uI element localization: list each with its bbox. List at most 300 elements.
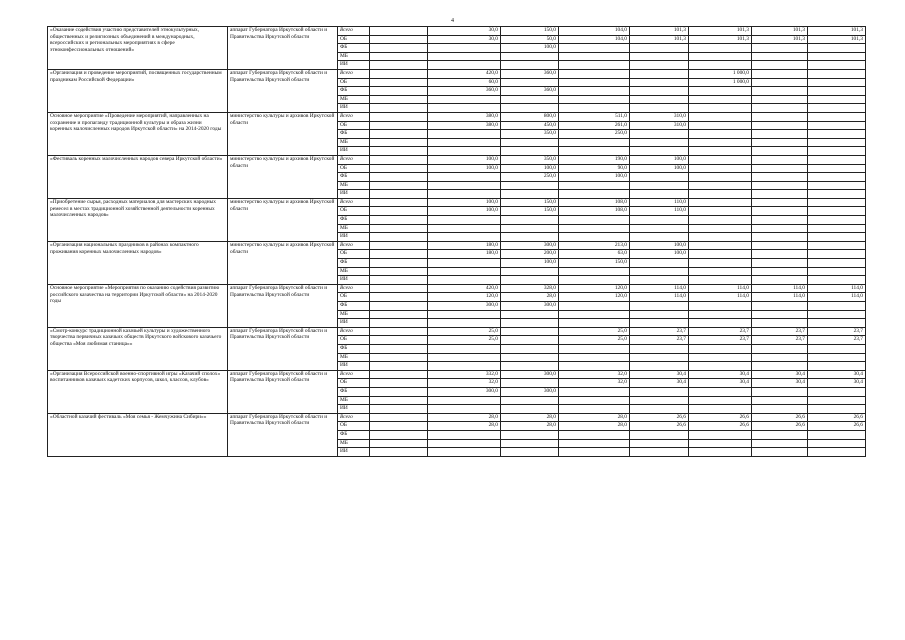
amount-cell — [370, 52, 428, 61]
funding-source: ИИ — [338, 319, 370, 328]
amount-cell — [370, 216, 428, 225]
funding-source: ФБ — [338, 344, 370, 353]
amount-cell: 25,0 — [559, 336, 630, 345]
amount-cell — [808, 104, 866, 113]
executor: министерство культуры и архивов Иркутской области — [228, 198, 338, 241]
amount-cell: 26,6 — [630, 413, 689, 422]
amount-cell: 360,0 — [428, 87, 501, 96]
amount-cell: 150,0 — [559, 259, 630, 268]
amount-cell: 511,0 — [559, 112, 630, 121]
amount-cell — [370, 362, 428, 371]
funding-source: ИИ — [338, 405, 370, 414]
funding-source: ИИ — [338, 104, 370, 113]
amount-cell — [370, 448, 428, 457]
amount-cell — [501, 319, 559, 328]
table-row — [48, 69, 866, 78]
amount-cell — [370, 78, 428, 87]
amount-cell: 50,0 — [501, 35, 559, 44]
amount-cell: 30,4 — [689, 379, 752, 388]
amount-cell — [501, 190, 559, 199]
amount-cell: 114,0 — [689, 293, 752, 302]
amount-cell — [559, 310, 630, 319]
amount-cell — [370, 396, 428, 405]
amount-cell — [501, 310, 559, 319]
funding-source: ФБ — [338, 173, 370, 182]
amount-cell — [752, 207, 808, 216]
amount-cell — [689, 396, 752, 405]
amount-cell — [630, 319, 689, 328]
amount-cell — [808, 430, 866, 439]
amount-cell: 150,0 — [501, 198, 559, 207]
amount-cell — [370, 276, 428, 285]
amount-cell — [752, 259, 808, 268]
amount-cell — [559, 44, 630, 53]
funding-source: ФБ — [338, 259, 370, 268]
amount-cell — [808, 112, 866, 121]
amount-cell — [370, 224, 428, 233]
amount-cell — [808, 181, 866, 190]
amount-cell — [752, 138, 808, 147]
amount-cell: 180,0 — [428, 241, 501, 250]
amount-cell — [752, 362, 808, 371]
amount-cell — [689, 362, 752, 371]
amount-cell: 30,4 — [689, 370, 752, 379]
amount-cell: 100,0 — [428, 164, 501, 173]
amount-cell — [630, 190, 689, 199]
amount-cell — [752, 164, 808, 173]
funding-source: МБ — [338, 396, 370, 405]
amount-cell: 30,0 — [428, 27, 501, 36]
amount-cell — [630, 387, 689, 396]
amount-cell — [630, 310, 689, 319]
amount-cell: 300,0 — [428, 302, 501, 311]
amount-cell — [370, 44, 428, 53]
amount-cell: 30,4 — [630, 370, 689, 379]
amount-cell — [428, 448, 501, 457]
amount-cell — [370, 327, 428, 336]
funding-source: Всего — [338, 69, 370, 78]
amount-cell — [752, 302, 808, 311]
amount-cell — [559, 276, 630, 285]
amount-cell: 114,0 — [689, 284, 752, 293]
amount-cell — [559, 95, 630, 104]
amount-cell — [630, 405, 689, 414]
amount-cell — [630, 173, 689, 182]
amount-cell — [370, 190, 428, 199]
funding-source: МБ — [338, 353, 370, 362]
funding-source: ФБ — [338, 216, 370, 225]
amount-cell — [428, 61, 501, 70]
amount-cell: 28,0 — [501, 413, 559, 422]
amount-cell: 350,0 — [501, 155, 559, 164]
amount-cell — [428, 190, 501, 199]
amount-cell — [428, 44, 501, 53]
amount-cell — [752, 216, 808, 225]
executor: аппарат Губернатора Иркутской области и Правительства Иркутской области — [228, 370, 338, 413]
amount-cell — [428, 310, 501, 319]
amount-cell — [370, 422, 428, 431]
amount-cell: 26,6 — [752, 413, 808, 422]
amount-cell: 32,0 — [559, 370, 630, 379]
amount-cell — [428, 319, 501, 328]
amount-cell: 101,3 — [689, 35, 752, 44]
amount-cell — [808, 250, 866, 259]
amount-cell — [808, 448, 866, 457]
amount-cell — [630, 439, 689, 448]
amount-cell: 26,6 — [808, 422, 866, 431]
amount-cell: 310,0 — [630, 112, 689, 121]
amount-cell: 100,0 — [559, 173, 630, 182]
amount-cell: 104,0 — [559, 35, 630, 44]
table-row — [48, 413, 866, 422]
amount-cell — [630, 95, 689, 104]
amount-cell: 150,0 — [501, 27, 559, 36]
amount-cell — [752, 319, 808, 328]
amount-cell — [808, 259, 866, 268]
amount-cell — [559, 61, 630, 70]
amount-cell — [808, 310, 866, 319]
activity-name: «Приобретение сырья, расходных материалов для мастерских народных ремесел в местах традиционной хозяйственной деятельности коренных малочисленных народов» — [48, 198, 228, 241]
amount-cell — [689, 241, 752, 250]
amount-cell — [559, 181, 630, 190]
funding-source: ИИ — [338, 276, 370, 285]
amount-cell: 114,0 — [630, 284, 689, 293]
amount-cell — [808, 87, 866, 96]
funding-source: МБ — [338, 310, 370, 319]
amount-cell — [501, 267, 559, 276]
funding-source: ИИ — [338, 362, 370, 371]
amount-cell — [501, 379, 559, 388]
table-row — [48, 370, 866, 379]
amount-cell — [370, 207, 428, 216]
amount-cell — [689, 112, 752, 121]
amount-cell: 23,7 — [752, 336, 808, 345]
funding-source: ОБ — [338, 35, 370, 44]
amount-cell — [370, 138, 428, 147]
amount-cell: 30,4 — [808, 370, 866, 379]
amount-cell — [501, 52, 559, 61]
amount-cell: 26,6 — [808, 413, 866, 422]
table-row — [48, 155, 866, 164]
amount-cell — [808, 69, 866, 78]
amount-cell — [630, 396, 689, 405]
amount-cell: 101,3 — [689, 27, 752, 36]
amount-cell — [559, 216, 630, 225]
amount-cell — [370, 61, 428, 70]
amount-cell: 1 000,0 — [689, 69, 752, 78]
amount-cell — [370, 95, 428, 104]
amount-cell — [559, 267, 630, 276]
amount-cell: 110,0 — [630, 198, 689, 207]
amount-cell: 328,0 — [501, 284, 559, 293]
amount-cell — [501, 95, 559, 104]
amount-cell: 60,0 — [428, 78, 501, 87]
amount-cell: 300,0 — [501, 387, 559, 396]
activity-name: «Организация национальных праздников в районах компактного проживания коренных малочисленных народов» — [48, 241, 228, 284]
funding-source: Всего — [338, 27, 370, 36]
amount-cell — [752, 95, 808, 104]
amount-cell — [752, 112, 808, 121]
amount-cell: 100,0 — [630, 250, 689, 259]
amount-cell — [370, 69, 428, 78]
amount-cell: 450,0 — [501, 121, 559, 130]
amount-cell — [689, 87, 752, 96]
amount-cell — [370, 353, 428, 362]
amount-cell — [501, 216, 559, 225]
amount-cell — [808, 138, 866, 147]
amount-cell — [370, 104, 428, 113]
amount-cell — [370, 233, 428, 242]
amount-cell — [370, 379, 428, 388]
funding-source: ИИ — [338, 448, 370, 457]
amount-cell — [428, 224, 501, 233]
funding-source: МБ — [338, 439, 370, 448]
executor: министерство культуры и архивов Иркутской области — [228, 155, 338, 198]
amount-cell — [752, 104, 808, 113]
amount-cell — [428, 216, 501, 225]
amount-cell — [689, 155, 752, 164]
amount-cell — [370, 430, 428, 439]
amount-cell — [752, 155, 808, 164]
activity-name: Основное мероприятие «Проведение мероприятий, направленных на сохранение и пропаганду традиционной культуры и образа жизни коренных малочисленных народов Иркутской области» на 2014-2020 годы — [48, 112, 228, 155]
amount-cell — [752, 121, 808, 130]
amount-cell: 120,0 — [559, 284, 630, 293]
amount-cell — [501, 336, 559, 345]
amount-cell — [370, 405, 428, 414]
table-row — [48, 241, 866, 250]
amount-cell — [501, 439, 559, 448]
funding-source: ОБ — [338, 78, 370, 87]
amount-cell: 190,0 — [559, 155, 630, 164]
amount-cell: 420,0 — [428, 69, 501, 78]
amount-cell — [689, 267, 752, 276]
amount-cell — [630, 353, 689, 362]
amount-cell: 25,0 — [428, 327, 501, 336]
amount-cell — [689, 52, 752, 61]
amount-cell: 101,3 — [630, 35, 689, 44]
amount-cell: 30,0 — [428, 35, 501, 44]
amount-cell: 30,4 — [630, 379, 689, 388]
amount-cell — [808, 302, 866, 311]
amount-cell — [501, 430, 559, 439]
amount-cell: 261,0 — [559, 121, 630, 130]
amount-cell — [808, 224, 866, 233]
funding-source: ФБ — [338, 387, 370, 396]
amount-cell: 100,0 — [428, 155, 501, 164]
amount-cell — [370, 344, 428, 353]
funding-source: МБ — [338, 138, 370, 147]
amount-cell: 28,0 — [501, 293, 559, 302]
activity-name: «Фестиваль коренных малочисленных народов севера Иркутской области» — [48, 155, 228, 198]
amount-cell — [752, 198, 808, 207]
amount-cell: 28,0 — [428, 422, 501, 431]
amount-cell — [370, 147, 428, 156]
funding-source: ИИ — [338, 61, 370, 70]
amount-cell: 100,0 — [428, 198, 501, 207]
amount-cell — [808, 276, 866, 285]
amount-cell: 114,0 — [752, 293, 808, 302]
funding-source: ОБ — [338, 250, 370, 259]
amount-cell — [808, 52, 866, 61]
amount-cell: 90,0 — [559, 164, 630, 173]
activity-name: «Областной казачий фестиваль «Моя семья - Жемчужина Сибири»» — [48, 413, 228, 456]
amount-cell — [370, 155, 428, 164]
amount-cell — [630, 130, 689, 139]
amount-cell: 213,0 — [559, 241, 630, 250]
funding-source: ОБ — [338, 293, 370, 302]
executor: аппарат Губернатора Иркутской области и Правительства Иркутской области — [228, 27, 338, 70]
amount-cell — [808, 319, 866, 328]
amount-cell — [752, 233, 808, 242]
amount-cell: 108,0 — [559, 198, 630, 207]
amount-cell: 250,0 — [559, 130, 630, 139]
funding-source: МБ — [338, 224, 370, 233]
executor: аппарат Губернатора Иркутской области и Правительства Иркутской области — [228, 327, 338, 370]
amount-cell: 350,0 — [501, 130, 559, 139]
amount-cell — [689, 319, 752, 328]
table-row — [48, 27, 866, 36]
amount-cell: 300,0 — [501, 370, 559, 379]
amount-cell — [689, 344, 752, 353]
amount-cell: 380,0 — [428, 112, 501, 121]
funding-source: Всего — [338, 198, 370, 207]
funding-source: ФБ — [338, 87, 370, 96]
amount-cell — [808, 164, 866, 173]
amount-cell — [808, 387, 866, 396]
amount-cell — [630, 52, 689, 61]
amount-cell — [501, 181, 559, 190]
amount-cell — [428, 173, 501, 182]
amount-cell: 100,0 — [630, 241, 689, 250]
funding-source: ОБ — [338, 164, 370, 173]
amount-cell — [689, 353, 752, 362]
amount-cell — [428, 439, 501, 448]
amount-cell — [689, 405, 752, 414]
amount-cell — [630, 224, 689, 233]
amount-cell: 110,0 — [630, 207, 689, 216]
amount-cell — [559, 448, 630, 457]
amount-cell: 26,6 — [689, 422, 752, 431]
amount-cell — [428, 396, 501, 405]
funding-source: ФБ — [338, 130, 370, 139]
amount-cell — [559, 147, 630, 156]
amount-cell — [559, 387, 630, 396]
funding-source: ОБ — [338, 121, 370, 130]
amount-cell — [752, 250, 808, 259]
amount-cell: 310,0 — [630, 121, 689, 130]
amount-cell — [428, 362, 501, 371]
amount-cell — [689, 276, 752, 285]
amount-cell — [630, 216, 689, 225]
amount-cell — [689, 302, 752, 311]
amount-cell — [689, 439, 752, 448]
amount-cell — [501, 448, 559, 457]
amount-cell — [808, 216, 866, 225]
amount-cell: 23,7 — [689, 336, 752, 345]
amount-cell — [689, 44, 752, 53]
amount-cell — [689, 138, 752, 147]
amount-cell — [370, 35, 428, 44]
amount-cell — [689, 224, 752, 233]
amount-cell — [559, 430, 630, 439]
amount-cell — [808, 344, 866, 353]
amount-cell — [428, 353, 501, 362]
amount-cell: 120,0 — [428, 293, 501, 302]
funding-source: ОБ — [338, 379, 370, 388]
funding-source: ФБ — [338, 302, 370, 311]
budget-table — [47, 26, 866, 457]
amount-cell: 300,0 — [428, 387, 501, 396]
amount-cell: 420,0 — [428, 284, 501, 293]
amount-cell — [630, 87, 689, 96]
amount-cell — [501, 276, 559, 285]
amount-cell — [501, 147, 559, 156]
amount-cell — [370, 387, 428, 396]
amount-cell — [370, 250, 428, 259]
amount-cell: 114,0 — [808, 284, 866, 293]
amount-cell — [752, 353, 808, 362]
amount-cell — [501, 78, 559, 87]
funding-source: ФБ — [338, 430, 370, 439]
amount-cell: 23,7 — [630, 336, 689, 345]
amount-cell — [630, 181, 689, 190]
funding-source: ИИ — [338, 233, 370, 242]
amount-cell — [501, 61, 559, 70]
amount-cell — [559, 190, 630, 199]
amount-cell — [428, 130, 501, 139]
amount-cell: 150,0 — [501, 207, 559, 216]
amount-cell — [808, 233, 866, 242]
amount-cell: 28,0 — [559, 422, 630, 431]
amount-cell — [752, 69, 808, 78]
amount-cell — [808, 61, 866, 70]
amount-cell: 114,0 — [752, 284, 808, 293]
amount-cell — [752, 276, 808, 285]
funding-source: ОБ — [338, 422, 370, 431]
amount-cell — [630, 147, 689, 156]
amount-cell — [370, 284, 428, 293]
amount-cell — [689, 216, 752, 225]
activity-name: «Оказание содействия участию представителей этнокультурных, общественных и религиозных объединений в международных, всероссийских и региональных мероприятиях в сфере этноконфессиональных отношений» — [48, 27, 228, 70]
amount-cell — [689, 104, 752, 113]
amount-cell — [689, 164, 752, 173]
funding-source: Всего — [338, 241, 370, 250]
amount-cell — [689, 259, 752, 268]
amount-cell: 380,0 — [428, 121, 501, 130]
amount-cell — [630, 259, 689, 268]
amount-cell — [689, 387, 752, 396]
amount-cell — [370, 164, 428, 173]
amount-cell — [752, 387, 808, 396]
amount-cell: 101,3 — [630, 27, 689, 36]
amount-cell — [501, 396, 559, 405]
amount-cell: 180,0 — [428, 250, 501, 259]
amount-cell — [689, 95, 752, 104]
amount-cell — [752, 61, 808, 70]
amount-cell: 100,0 — [630, 164, 689, 173]
amount-cell — [630, 78, 689, 87]
amount-cell — [370, 310, 428, 319]
amount-cell — [752, 87, 808, 96]
amount-cell — [559, 138, 630, 147]
amount-cell — [630, 267, 689, 276]
amount-cell — [752, 78, 808, 87]
amount-cell — [752, 224, 808, 233]
amount-cell — [370, 319, 428, 328]
amount-cell: 26,6 — [630, 422, 689, 431]
amount-cell — [689, 61, 752, 70]
amount-cell — [630, 344, 689, 353]
